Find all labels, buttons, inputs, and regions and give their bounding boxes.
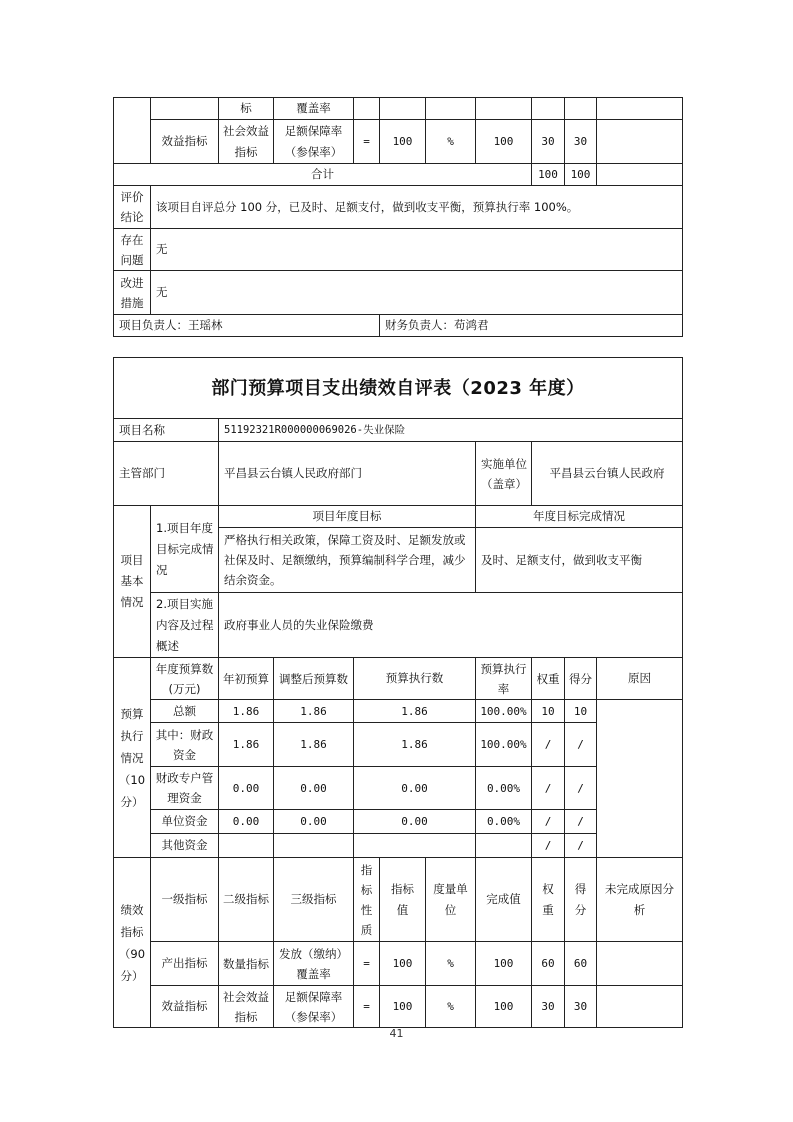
budget-initial: 0.00 — [219, 767, 274, 810]
level3: 足额保障率（参保率） — [274, 120, 354, 164]
perf-header-row — [114, 858, 683, 942]
completion-header: 年度目标完成情况 — [476, 506, 683, 528]
perf-header: 指标性质 — [354, 858, 380, 942]
budget-weight: / — [532, 834, 565, 858]
budget-adjusted: 0.00 — [274, 767, 354, 810]
goal-header: 项目年度目标 — [219, 506, 476, 528]
budget-score: / — [565, 767, 597, 810]
total-score: 100 — [565, 164, 597, 186]
budget-rate: 0.00% — [476, 767, 532, 810]
budget-adjusted: 0.00 — [274, 810, 354, 834]
total-label: 合计 — [114, 164, 532, 186]
budget-executed: 0.00 — [354, 767, 476, 810]
perf-weight: 30 — [532, 986, 565, 1028]
evaluation-form — [113, 357, 683, 1028]
budget-name: 财政专户管理资金 — [151, 767, 219, 810]
perf-score: 30 — [565, 986, 597, 1028]
budget-reason — [597, 700, 683, 858]
perf-header: 得分 — [565, 858, 597, 942]
page-number: 41 — [389, 1027, 404, 1040]
impl-row — [114, 593, 683, 658]
perf-level3: 发放（缴纳）覆盖率 — [274, 942, 354, 986]
weight: 30 — [532, 120, 565, 164]
budget-label: 预算执行情况（10分） — [114, 658, 151, 858]
budget-header: 原因 — [597, 658, 683, 700]
perf-header: 一级指标 — [151, 858, 219, 942]
score: 30 — [565, 120, 597, 164]
perf-reason — [597, 942, 683, 986]
budget-header: 预算执行率 — [476, 658, 532, 700]
budget-executed: 1.86 — [354, 723, 476, 767]
impl-unit-label: 实施单位（盖章） — [476, 442, 532, 506]
level2: 社会效益指标 — [219, 120, 274, 164]
dept-value: 平昌县云台镇人民政府部门 — [219, 442, 476, 506]
budget-initial: 0.00 — [219, 810, 274, 834]
perf-actual: 100 — [476, 942, 532, 986]
perf-target: 100 — [380, 986, 426, 1028]
continued-row — [114, 98, 683, 120]
budget-score: / — [565, 723, 597, 767]
perf-header: 权重 — [532, 858, 565, 942]
perf-weight: 60 — [532, 942, 565, 986]
perf-nature: = — [354, 986, 380, 1028]
department-row — [114, 442, 683, 506]
actual: 100 — [476, 120, 532, 164]
dept-label: 主管部门 — [114, 442, 219, 506]
perf-level2: 社会效益指标 — [219, 986, 274, 1028]
conclusion-label: 评价结论 — [114, 186, 151, 229]
blank-cell — [114, 98, 151, 164]
cont-level2: 标 — [219, 98, 274, 120]
budget-initial: 1.86 — [219, 723, 274, 767]
budget-weight: / — [532, 810, 565, 834]
project-name-row — [114, 419, 683, 442]
budget-name: 其中：财政资金 — [151, 723, 219, 767]
target: 100 — [380, 120, 426, 164]
budget-score: / — [565, 810, 597, 834]
budget-rate — [476, 834, 532, 858]
nature: = — [354, 120, 380, 164]
budget-name: 总额 — [151, 700, 219, 723]
budget-initial — [219, 834, 274, 858]
budget-adjusted: 1.86 — [274, 723, 354, 767]
budget-rate: 0.00% — [476, 810, 532, 834]
problems-row — [114, 229, 683, 271]
perf-header: 二级指标 — [219, 858, 274, 942]
perf-level1: 效益指标 — [151, 986, 219, 1028]
improvements-row — [114, 271, 683, 315]
completion-text: 及时、足额支付，做到收支平衡 — [476, 528, 683, 593]
level1: 效益指标 — [151, 120, 219, 164]
conclusion-text: 该项目自评总分 100 分，已及时、足额支付，做到收支平衡，预算执行率 100%。 — [151, 186, 683, 229]
perf-header: 三级指标 — [274, 858, 354, 942]
budget-rate: 100.00% — [476, 700, 532, 723]
budget-initial: 1.86 — [219, 700, 274, 723]
perf-reason — [597, 986, 683, 1028]
budget-executed: 0.00 — [354, 810, 476, 834]
budget-header: 年度预算数(万元) — [151, 658, 219, 700]
cont-level3: 覆盖率 — [274, 98, 354, 120]
signature-row — [114, 315, 683, 337]
perf-header: 完成值 — [476, 858, 532, 942]
budget-score: 10 — [565, 700, 597, 723]
budget-weight: / — [532, 767, 565, 810]
perf-nature: = — [354, 942, 380, 986]
continued-table — [113, 97, 683, 337]
title-row — [114, 358, 683, 419]
goal-header-row — [114, 506, 683, 528]
budget-score: / — [565, 834, 597, 858]
impl-text: 政府事业人员的失业保险缴费 — [219, 593, 683, 658]
perf-unit: % — [426, 942, 476, 986]
budget-name: 单位资金 — [151, 810, 219, 834]
budget-row — [114, 700, 683, 723]
form-title: 部门预算项目支出绩效自评表（2023 年度） — [114, 358, 683, 419]
finance-lead: 财务负责人：苟鸿君 — [380, 315, 683, 337]
perf-row — [114, 942, 683, 986]
conclusion-row — [114, 186, 683, 229]
perf-score: 60 — [565, 942, 597, 986]
budget-weight: / — [532, 723, 565, 767]
improvements-text: 无 — [151, 271, 683, 315]
budget-adjusted: 1.86 — [274, 700, 354, 723]
problems-label: 存在问题 — [114, 229, 151, 271]
perf-label: 绩效指标（90分） — [114, 858, 151, 1028]
improvements-label: 改进措施 — [114, 271, 151, 315]
impl-unit-value: 平昌县云台镇人民政府 — [532, 442, 683, 506]
budget-executed: 1.86 — [354, 700, 476, 723]
budget-adjusted — [274, 834, 354, 858]
budget-header: 权重 — [532, 658, 565, 700]
budget-executed — [354, 834, 476, 858]
budget-header: 得分 — [565, 658, 597, 700]
budget-header-row — [114, 658, 683, 700]
perf-target: 100 — [380, 942, 426, 986]
unit: % — [426, 120, 476, 164]
perf-actual: 100 — [476, 986, 532, 1028]
total-weight: 100 — [532, 164, 565, 186]
perf-unit: % — [426, 986, 476, 1028]
budget-header: 调整后预算数 — [274, 658, 354, 700]
project-name: 51192321R000000069026-失业保险 — [219, 419, 683, 442]
budget-name: 其他资金 — [151, 834, 219, 858]
budget-rate: 100.00% — [476, 723, 532, 767]
budget-weight: 10 — [532, 700, 565, 723]
basic-label: 项目基本情况 — [114, 506, 151, 658]
perf-header: 度量单位 — [426, 858, 476, 942]
perf-header: 未完成原因分析 — [597, 858, 683, 942]
budget-header: 预算执行数 — [354, 658, 476, 700]
perf-header: 指标值 — [380, 858, 426, 942]
problems-text: 无 — [151, 229, 683, 271]
project-name-label: 项目名称 — [114, 419, 219, 442]
goal-text: 严格执行相关政策，保障工资及时、足额发放或社保及时、足额缴纳，预算编制科学合理，减少结余资金。 — [219, 528, 476, 593]
perf-level2: 数量指标 — [219, 942, 274, 986]
perf-row — [114, 986, 683, 1028]
impl-label: 2.项目实施内容及过程概述 — [151, 593, 219, 658]
benefit-row — [114, 120, 683, 164]
budget-header: 年初预算 — [219, 658, 274, 700]
perf-level3: 足额保障率（参保率） — [274, 986, 354, 1028]
total-row — [114, 164, 683, 186]
goal-label: 1.项目年度目标完成情况 — [151, 506, 219, 593]
perf-level1: 产出指标 — [151, 942, 219, 986]
project-lead: 项目负责人：王瑶林 — [114, 315, 380, 337]
